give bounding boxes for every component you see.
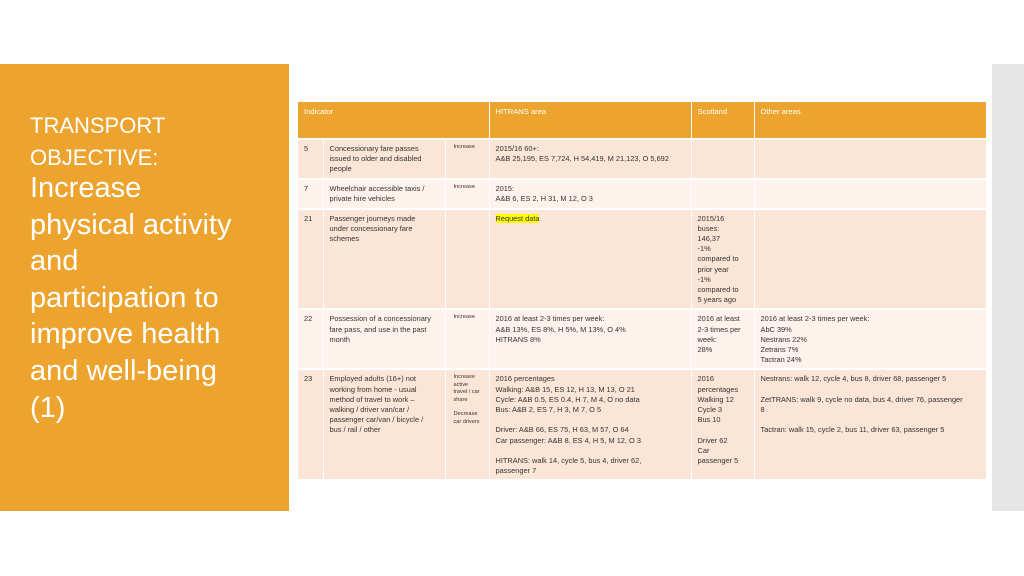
heading-line: improve health xyxy=(30,318,221,351)
text-line: ZetTRANS: walk 9, cycle no data, bus 4, driver 76, passenger xyxy=(760,394,963,404)
hitrans-cell xyxy=(489,309,691,369)
other-cell xyxy=(754,139,986,179)
indicator-cell xyxy=(323,179,445,209)
table-row xyxy=(298,179,986,209)
text-line: Cycle: A&B 0.5, ES 0.4, H 7, M 4, O no data xyxy=(495,394,640,404)
text-line: passenger 7 xyxy=(495,466,537,476)
text-line: method of travel to work – xyxy=(329,394,415,404)
side-strip xyxy=(992,64,1024,511)
text-line: people xyxy=(329,164,352,174)
direction-cell: Increase xyxy=(445,139,489,179)
text-line: Car xyxy=(697,445,710,455)
other-cell xyxy=(754,309,986,369)
text-line: Employed adults (16+) not xyxy=(329,374,416,384)
header-indicator: Indicator xyxy=(298,102,489,139)
text-line: 2016 xyxy=(697,374,714,384)
heading-line: and xyxy=(30,245,79,278)
text-line: Zetrans 7% xyxy=(760,345,799,355)
other-cell xyxy=(754,209,986,310)
text-line: Walking: A&B 15, ES 12, H 13, M 13, O 21 xyxy=(495,384,635,394)
heading-line: physical activity xyxy=(30,208,232,241)
other-cell xyxy=(754,369,986,480)
text-line: Cycle 3 xyxy=(697,405,723,415)
text-line: passenger 5 xyxy=(697,456,739,466)
text-line: Nestrans 22% xyxy=(760,334,807,344)
text-line: Driver: A&B 66, ES 75, H 63, M 57, O 64 xyxy=(495,425,629,435)
text-line: Bus 10 xyxy=(697,415,721,425)
slide-heading-small xyxy=(30,110,280,174)
text-line: 146,37 xyxy=(697,234,721,244)
row-number: 23 xyxy=(298,369,323,480)
text-line: 2015/16 60+: xyxy=(495,144,539,153)
scotland-cell xyxy=(691,179,754,209)
other-cell xyxy=(754,179,986,209)
table-row xyxy=(298,309,986,369)
text-line: AbC 39% xyxy=(760,324,792,334)
indicator-cell xyxy=(323,139,445,179)
text-line: bus / rail / other xyxy=(329,425,381,435)
text-line: month xyxy=(329,334,351,344)
heading-line: and well-being xyxy=(30,354,218,387)
heading-line: TRANSPORT xyxy=(30,113,166,138)
heading-line: OBJECTIVE: xyxy=(30,145,159,170)
direction-cell: Increase xyxy=(445,179,489,209)
text-line: Walking 12 xyxy=(697,394,734,404)
indicator-cell xyxy=(323,309,445,369)
heading-line: participation to xyxy=(30,281,219,314)
text-line: private hire vehicles xyxy=(329,193,395,203)
text-line: 2-3 times per xyxy=(697,324,741,334)
hitrans-cell xyxy=(489,139,691,179)
text-line: 2015: xyxy=(495,183,515,193)
text-line: 2016 at least 2-3 times per week: xyxy=(495,314,605,324)
text-line: Tactran: walk 15, cycle 2, bus 11, driver 63, passenger 5 xyxy=(760,425,945,435)
text-line: A&B 13%, ES 8%, H 5%, M 13%, O 4% xyxy=(495,324,626,334)
indicator-cell xyxy=(323,369,445,480)
text-line: fare pass, and use in the past xyxy=(329,324,427,334)
slide-heading-large xyxy=(30,170,285,426)
row-number: 21 xyxy=(298,209,323,310)
heading-line: (1) xyxy=(30,391,66,424)
text-line: Bus: A&B 2, ES 7, H 3, M 7, O 5 xyxy=(495,405,602,415)
text-line: passenger car/van / bicycle / xyxy=(329,415,424,425)
request-data-highlight: Request data xyxy=(495,213,540,223)
row-number: 5 xyxy=(298,139,323,179)
heading-line: Increase xyxy=(30,172,142,204)
direction-cell: Increase xyxy=(445,309,489,369)
text-line: 2015/16 xyxy=(697,213,725,223)
text-line: 28% xyxy=(697,345,713,355)
text-line: Decrease xyxy=(453,411,478,418)
text-line: 2016 at least xyxy=(697,314,740,324)
text-line: Car passenger: A&B 8. ES 4, H 5, M 12, O 3 xyxy=(495,435,641,445)
table-row xyxy=(298,139,986,179)
text-line: Nestrans: walk 12, cycle 4, bus 8, driver 68, passenger 5 xyxy=(760,374,947,384)
hitrans-cell xyxy=(489,369,691,480)
header-hitrans: HITRANS area xyxy=(489,102,691,139)
indicator-cell xyxy=(323,209,445,310)
header-scotland: Scotland xyxy=(691,102,754,139)
table-header-row xyxy=(298,102,986,139)
text-line: week: xyxy=(697,334,717,344)
text-line: Driver 62 xyxy=(697,435,728,445)
text-line: working from home - usual xyxy=(329,384,417,394)
text-line: schemes xyxy=(329,234,360,244)
text-line: HITRANS: walk 14, cycle 5, bus 4, driver 62, xyxy=(495,456,642,466)
text-line: compared to xyxy=(697,285,739,295)
header-other: Other areas xyxy=(754,102,986,139)
row-number: 22 xyxy=(298,309,323,369)
scotland-cell xyxy=(691,209,754,310)
text-line: 2016 percentages xyxy=(495,374,555,384)
table-row xyxy=(298,209,986,310)
text-line: 2016 at least 2-3 times per week: xyxy=(760,314,870,324)
text-line: Increase xyxy=(453,374,475,381)
text-line: issued to older and disabled xyxy=(329,154,422,164)
text-line: A&B 6, ES 2, H 31, M 12, O 3 xyxy=(495,193,593,203)
text-line: -1% xyxy=(697,274,711,284)
scotland-cell xyxy=(691,369,754,480)
direction-cell xyxy=(445,369,489,480)
scotland-cell xyxy=(691,309,754,369)
text-line: active xyxy=(453,381,469,388)
text-line: 8 xyxy=(760,405,765,415)
scotland-cell xyxy=(691,139,754,179)
hitrans-cell xyxy=(489,179,691,209)
text-line: compared to xyxy=(697,254,739,264)
text-line: 5 years ago xyxy=(697,295,737,305)
direction-cell xyxy=(445,209,489,310)
text-line: Wheelchair accessible taxis / xyxy=(329,183,425,193)
text-line: HITRANS 8% xyxy=(495,334,541,344)
text-line: A&B 25,195, ES 7,724, H 54,419, M 21,123, O 5,692 xyxy=(495,154,669,164)
text-line: Concessionary fare passes xyxy=(329,144,419,153)
table-row xyxy=(298,369,986,480)
row-number: 7 xyxy=(298,179,323,209)
hitrans-cell xyxy=(489,209,691,310)
text-line: walking / driver van/car / xyxy=(329,405,410,415)
text-line: under concessionary fare xyxy=(329,223,413,233)
text-line: Passenger journeys made xyxy=(329,213,416,223)
text-line: share xyxy=(453,396,468,403)
text-line: percentages xyxy=(697,384,739,394)
text-line: car drivers xyxy=(453,418,480,425)
text-line: Possession of a concessionary xyxy=(329,314,431,324)
text-line: travel / car xyxy=(453,389,480,396)
text-line: buses: xyxy=(697,223,720,233)
text-line: prior year xyxy=(697,264,729,274)
text-line: -1% xyxy=(697,244,711,254)
text-line: Tactran 24% xyxy=(760,355,802,365)
indicator-table xyxy=(298,102,987,481)
